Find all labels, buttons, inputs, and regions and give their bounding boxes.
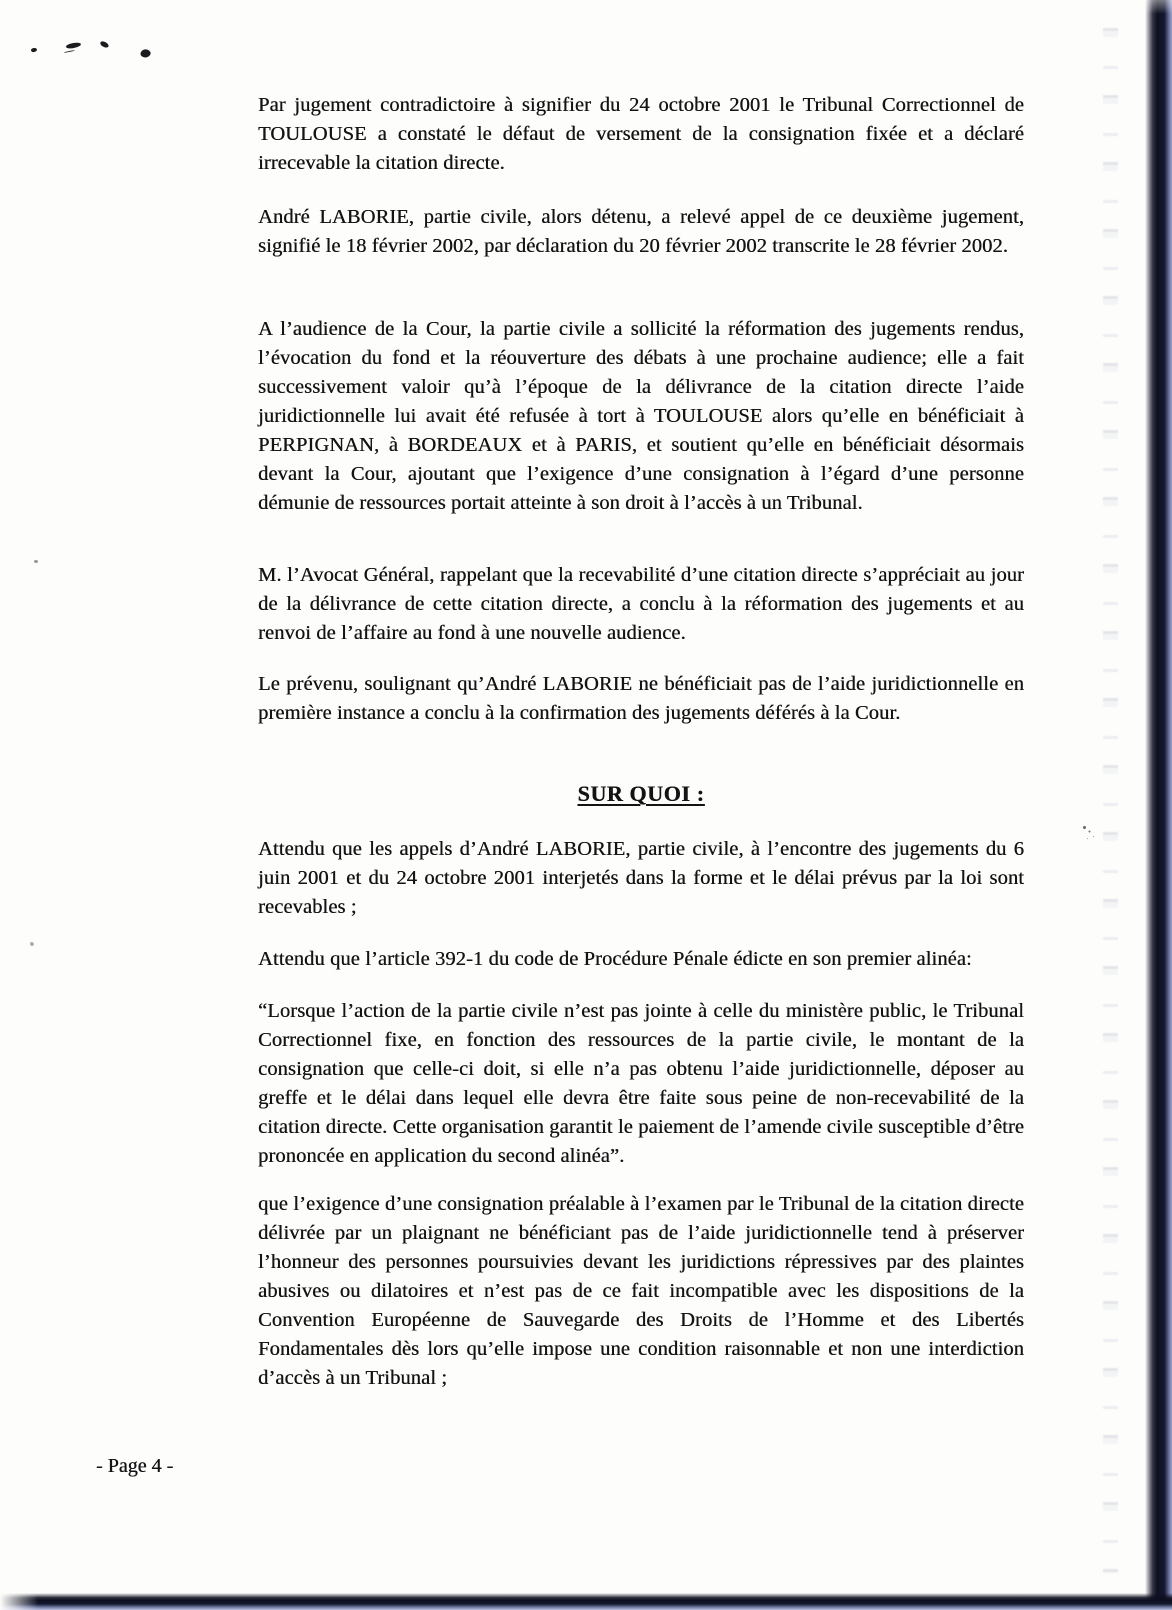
paragraph-citation-article: “Lorsque l’action de la partie civile n’est pas jointe à celle du ministère public, le Tribunal Correctionnel fixe, en fonction des ressources de la partie civile, le montant de la consignation que celle-ci doit, si elle n’a pas obtenu l’aide juridictionnelle, déposer au greffe et le délai dans lequel elle devra être faite sous peine de non-recevabilité de la citation directe. Cette organisation garantit le paiement de l’amende civile susceptible d’être prononcée en application du second alinéa”. xyxy=(258,1000,1024,1167)
bleed-through-marks xyxy=(1103,28,1118,1573)
scan-edge-bottom xyxy=(0,1593,1172,1610)
page-number: - Page 4 - xyxy=(96,1455,174,1477)
ink-speck xyxy=(99,40,109,48)
paragraph-prevenu: Le prévenu, soulignant qu’André LABORIE ne bénéficiait pas de l’aide juridictionnelle en première instance a conclu à la confirmation des jugements déférés à la Cour. xyxy=(258,673,1024,724)
paragraph-appeal-laborie: André LABORIE, partie civile, alors détenu, a relevé appel de ce deuxième jugement, signifié le 18 février 2002, par déclaration du 20 février 2002 transcrite le 28 février 2002. xyxy=(258,206,1024,257)
pen-squiggle-mark xyxy=(1083,826,1086,829)
ink-speck xyxy=(139,47,152,60)
paragraph-attendu-article-392-1: Attendu que l’article 392-1 du code de Procédure Pénale édicte en son premier alinéa: xyxy=(258,948,972,970)
ink-speck xyxy=(31,47,38,53)
ink-speck xyxy=(34,560,38,563)
scan-edge-right xyxy=(1145,0,1172,1610)
ink-speck xyxy=(66,41,82,49)
section-heading-sur-quoi: SUR QUOI : xyxy=(577,781,705,806)
paragraph-avocat-general: M. l’Avocat Général, rappelant que la recevabilité d’une citation directe s’appréciait au jour de la délivrance de cette citation directe, a conclu à la réformation des jugements et au renvoi de l’affaire au fond à une nouvelle audience. xyxy=(258,564,1024,644)
ink-speck xyxy=(30,942,34,946)
paragraph-audience-cour: A l’audience de la Cour, la partie civile a sollicité la réformation des jugements rendus, l’évocation du fond et la réouverture des débats à une prochaine audience; elle a fait successivement valoir qu’à l’époque de la délivrance de la citation directe l’aide juridictionnelle lui avait été refusée à tort à TOULOUSE alors qu’elle en bénéficiait à PERPIGNAN, à BORDEAUX et à PARIS, et soutient qu’elle en bénéficiait désormais devant la Cour, ajoutant que l’exigence d’une consignation à l’égard d’une personne démunie de ressources portait atteinte à son droit à l’accès à un Tribunal. xyxy=(258,318,1024,514)
paragraph-exigence-consignation: que l’exigence d’une consignation préalable à l’examen par le Tribunal de la citation directe délivrée par un plaignant ne bénéficiant pas de l’aide juridictionnelle tend à préserver l’honneur des personnes poursuivies devant les juridictions répressives par des plaintes abusives ou dilatoires et n’est pas de ce fait incompatible avec les dispositions de la Convention Européenne de Sauvegarde des Droits de l’Homme et des Libertés Fondamentales dès lors qu’elle impose une condition raisonnable et non une interdiction d’accès à un Tribunal ; xyxy=(258,1193,1024,1389)
paragraph-judgment-24-october: Par jugement contradictoire à signifier du 24 octobre 2001 le Tribunal Correctionnel de TOULOUSE a constaté le défaut de versement de la consignation fixée et a déclaré irrecevable la citation directe. xyxy=(258,94,1024,174)
paragraph-attendu-appels: Attendu que les appels d’André LABORIE, partie civile, à l’encontre des jugements du 6 juin 2001 et du 24 octobre 2001 interjetés dans la forme et le délai prévus par la loi sont recevables ; xyxy=(258,838,1024,918)
